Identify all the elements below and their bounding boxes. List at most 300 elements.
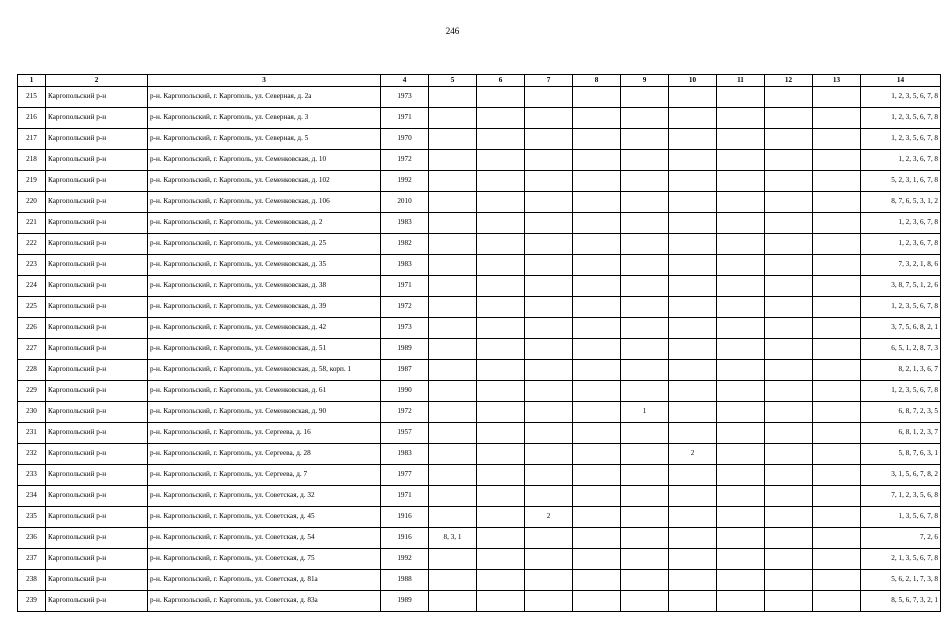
col11-cell [717,171,765,192]
col6-cell [477,591,525,612]
col5-cell [429,339,477,360]
col8-cell [573,549,621,570]
col12-cell [765,255,813,276]
col8-cell [573,423,621,444]
year-cell: 1970 [381,129,429,150]
col8-cell [573,402,621,423]
col9-cell [621,108,669,129]
year-cell: 1987 [381,360,429,381]
col7-cell [525,402,573,423]
col11-cell [717,423,765,444]
col14-cell: 7, 2, 6 [861,528,941,549]
col14-cell: 1, 2, 3, 5, 6, 7, 8 [861,108,941,129]
col9-cell [621,381,669,402]
col7-cell [525,213,573,234]
col11-cell [717,150,765,171]
address-cell: р-н. Каргопольский, г. Каргополь, ул. Семенковская, д. 42 [148,318,381,339]
row-number: 218 [18,150,46,171]
year-cell: 1977 [381,465,429,486]
col6-cell [477,276,525,297]
col5-cell [429,381,477,402]
table-row [18,528,941,549]
col14-cell: 1, 2, 3, 5, 6, 7, 8 [861,129,941,150]
col7-cell: 2 [525,507,573,528]
district-cell: Каргопольский р-н [46,570,148,591]
row-number: 237 [18,549,46,570]
column-header-14: 14 [861,75,941,87]
district-cell: Каргопольский р-н [46,444,148,465]
col14-cell: 5, 2, 3, 1, 6, 7, 8 [861,171,941,192]
col6-cell [477,171,525,192]
col10-cell [669,297,717,318]
col8-cell [573,150,621,171]
col5-cell [429,297,477,318]
address-cell: р-н. Каргопольский, г. Каргополь, ул. Семенковская, д. 90 [148,402,381,423]
col8-cell [573,339,621,360]
col14-cell: 8, 7, 6, 5, 3, 1, 2 [861,192,941,213]
col6-cell [477,255,525,276]
row-number: 239 [18,591,46,612]
col5-cell [429,591,477,612]
year-cell: 1916 [381,507,429,528]
col9-cell [621,171,669,192]
col12-cell [765,549,813,570]
col13-cell [813,318,861,339]
col9-cell [621,486,669,507]
table-row [18,255,941,276]
district-cell: Каргопольский р-н [46,87,148,108]
col7-cell [525,570,573,591]
col10-cell [669,108,717,129]
address-cell: р-н. Каргопольский, г. Каргополь, ул. Советская, д. 54 [148,528,381,549]
year-cell: 2010 [381,192,429,213]
col5-cell [429,87,477,108]
col8-cell [573,108,621,129]
col11-cell [717,528,765,549]
year-cell: 1982 [381,234,429,255]
col11-cell [717,360,765,381]
col14-cell: 6, 8, 1, 2, 3, 7 [861,423,941,444]
col6-cell [477,297,525,318]
col8-cell [573,528,621,549]
col11-cell [717,570,765,591]
col12-cell [765,276,813,297]
col14-cell: 7, 1, 2, 3, 5, 6, 8 [861,486,941,507]
col7-cell [525,297,573,318]
col13-cell [813,255,861,276]
col13-cell [813,591,861,612]
col13-cell [813,339,861,360]
col5-cell [429,360,477,381]
col13-cell [813,297,861,318]
col8-cell [573,444,621,465]
col7-cell [525,423,573,444]
col10-cell [669,423,717,444]
row-number: 217 [18,129,46,150]
year-cell: 1973 [381,87,429,108]
col11-cell [717,129,765,150]
col9-cell [621,276,669,297]
col13-cell [813,276,861,297]
col12-cell [765,192,813,213]
district-cell: Каргопольский р-н [46,381,148,402]
col11-cell [717,213,765,234]
row-number: 236 [18,528,46,549]
col6-cell [477,360,525,381]
district-cell: Каргопольский р-н [46,402,148,423]
col10-cell [669,87,717,108]
col14-cell: 6, 5, 1, 2, 8, 7, 3 [861,339,941,360]
col9-cell [621,423,669,444]
district-cell: Каргопольский р-н [46,276,148,297]
col13-cell [813,444,861,465]
row-number: 229 [18,381,46,402]
district-cell: Каргопольский р-н [46,528,148,549]
col10-cell [669,213,717,234]
col11-cell [717,507,765,528]
year-cell: 1971 [381,276,429,297]
district-cell: Каргопольский р-н [46,318,148,339]
col9-cell [621,507,669,528]
col9-cell [621,465,669,486]
col7-cell [525,339,573,360]
col13-cell [813,423,861,444]
year-cell: 1973 [381,318,429,339]
col6-cell [477,318,525,339]
col7-cell [525,192,573,213]
column-header-8: 8 [573,75,621,87]
col12-cell [765,507,813,528]
col10-cell [669,150,717,171]
district-cell: Каргопольский р-н [46,192,148,213]
col6-cell [477,234,525,255]
district-cell: Каргопольский р-н [46,171,148,192]
col10-cell [669,255,717,276]
col5-cell [429,192,477,213]
col6-cell [477,486,525,507]
district-cell: Каргопольский р-н [46,255,148,276]
row-number: 224 [18,276,46,297]
col7-cell [525,465,573,486]
col10-cell [669,318,717,339]
col9-cell [621,318,669,339]
row-number: 223 [18,255,46,276]
col7-cell [525,318,573,339]
row-number: 226 [18,318,46,339]
row-number: 232 [18,444,46,465]
table-row [18,87,941,108]
col10-cell [669,402,717,423]
col14-cell: 1, 2, 3, 6, 7, 8 [861,150,941,171]
col7-cell [525,255,573,276]
col13-cell [813,402,861,423]
col12-cell [765,591,813,612]
col8-cell [573,129,621,150]
col6-cell [477,507,525,528]
district-cell: Каргопольский р-н [46,360,148,381]
col7-cell [525,129,573,150]
header-row [18,75,941,87]
district-cell: Каргопольский р-н [46,507,148,528]
col12-cell [765,129,813,150]
col5-cell [429,570,477,591]
year-cell: 1916 [381,528,429,549]
table-row [18,549,941,570]
col14-cell: 1, 2, 3, 6, 7, 8 [861,234,941,255]
col12-cell [765,87,813,108]
table-row [18,276,941,297]
col6-cell [477,381,525,402]
col7-cell [525,276,573,297]
col13-cell [813,150,861,171]
col11-cell [717,297,765,318]
col10-cell [669,129,717,150]
col7-cell [525,528,573,549]
table-row [18,570,941,591]
row-number: 215 [18,87,46,108]
col11-cell [717,339,765,360]
col11-cell [717,486,765,507]
col9-cell [621,213,669,234]
col5-cell: 8, 3, 1 [429,528,477,549]
col11-cell [717,87,765,108]
col9-cell: 1 [621,402,669,423]
col11-cell [717,234,765,255]
address-cell: р-н. Каргопольский, г. Каргополь, ул. Семенковская, д. 61 [148,381,381,402]
address-cell: р-н. Каргопольский, г. Каргополь, ул. Северная, д. 3 [148,108,381,129]
column-header-7: 7 [525,75,573,87]
col7-cell [525,549,573,570]
col12-cell [765,570,813,591]
col12-cell [765,465,813,486]
year-cell: 1992 [381,549,429,570]
table-row [18,507,941,528]
table-row [18,339,941,360]
col11-cell [717,465,765,486]
col14-cell: 3, 7, 5, 6, 8, 2, 1 [861,318,941,339]
col6-cell [477,339,525,360]
column-header-2: 2 [46,75,148,87]
table-row [18,108,941,129]
col14-cell: 5, 8, 7, 6, 3, 1 [861,444,941,465]
col12-cell [765,528,813,549]
col8-cell [573,276,621,297]
col13-cell [813,360,861,381]
col13-cell [813,234,861,255]
page-number: 246 [445,26,460,36]
row-number: 220 [18,192,46,213]
col8-cell [573,507,621,528]
col8-cell [573,381,621,402]
row-number: 225 [18,297,46,318]
district-cell: Каргопольский р-н [46,591,148,612]
col6-cell [477,444,525,465]
col12-cell [765,444,813,465]
col9-cell [621,150,669,171]
row-number: 228 [18,360,46,381]
housing-table [17,74,941,612]
col11-cell [717,549,765,570]
address-cell: р-н. Каргопольский, г. Каргополь, ул. Советская, д. 75 [148,549,381,570]
col13-cell [813,171,861,192]
col5-cell [429,549,477,570]
col5-cell [429,255,477,276]
col12-cell [765,150,813,171]
table-row [18,465,941,486]
col7-cell [525,360,573,381]
col12-cell [765,297,813,318]
address-cell: р-н. Каргопольский, г. Каргополь, ул. Советская, д. 32 [148,486,381,507]
table-row [18,444,941,465]
col10-cell [669,486,717,507]
col13-cell [813,570,861,591]
column-header-10: 10 [669,75,717,87]
district-cell: Каргопольский р-н [46,297,148,318]
row-number: 227 [18,339,46,360]
col10-cell [669,381,717,402]
column-header-4: 4 [381,75,429,87]
year-cell: 1983 [381,444,429,465]
col6-cell [477,87,525,108]
address-cell: р-н. Каргопольский, г. Каргополь, ул. Семенковская, д. 35 [148,255,381,276]
col7-cell [525,444,573,465]
col8-cell [573,486,621,507]
col6-cell [477,549,525,570]
address-cell: р-н. Каргопольский, г. Каргополь, ул. Семенковская, д. 25 [148,234,381,255]
col6-cell [477,129,525,150]
district-cell: Каргопольский р-н [46,465,148,486]
col6-cell [477,150,525,171]
table-row [18,318,941,339]
col10-cell [669,507,717,528]
district-cell: Каргопольский р-н [46,234,148,255]
address-cell: р-н. Каргопольский, г. Каргополь, ул. Семенковская, д. 102 [148,171,381,192]
col14-cell: 8, 5, 6, 7, 3, 2, 1 [861,591,941,612]
column-header-6: 6 [477,75,525,87]
col10-cell [669,591,717,612]
col9-cell [621,591,669,612]
col13-cell [813,129,861,150]
year-cell: 1990 [381,381,429,402]
col13-cell [813,108,861,129]
district-cell: Каргопольский р-н [46,423,148,444]
col13-cell [813,507,861,528]
col14-cell: 1, 2, 3, 5, 6, 7, 8 [861,297,941,318]
row-number: 230 [18,402,46,423]
table-body [18,87,941,612]
row-number: 222 [18,234,46,255]
col5-cell [429,402,477,423]
address-cell: р-н. Каргопольский, г. Каргополь, ул. Советская, д. 83а [148,591,381,612]
col12-cell [765,339,813,360]
col9-cell [621,87,669,108]
col6-cell [477,570,525,591]
col6-cell [477,213,525,234]
col5-cell [429,507,477,528]
col5-cell [429,486,477,507]
column-header-9: 9 [621,75,669,87]
col13-cell [813,465,861,486]
col7-cell [525,150,573,171]
address-cell: р-н. Каргопольский, г. Каргополь, ул. Северная, д. 5 [148,129,381,150]
col8-cell [573,171,621,192]
address-cell: р-н. Каргопольский, г. Каргополь, ул. Семенковская, д. 106 [148,192,381,213]
year-cell: 1992 [381,171,429,192]
col6-cell [477,465,525,486]
column-header-12: 12 [765,75,813,87]
col11-cell [717,276,765,297]
table-row [18,423,941,444]
col13-cell [813,192,861,213]
col12-cell [765,381,813,402]
col10-cell [669,192,717,213]
col12-cell [765,360,813,381]
address-cell: р-н. Каргопольский, г. Каргополь, ул. Советская, д. 45 [148,507,381,528]
col7-cell [525,108,573,129]
col9-cell [621,129,669,150]
col9-cell [621,549,669,570]
col8-cell [573,87,621,108]
col9-cell [621,339,669,360]
col10-cell [669,549,717,570]
col12-cell [765,486,813,507]
col9-cell [621,528,669,549]
col11-cell [717,192,765,213]
row-number: 221 [18,213,46,234]
col7-cell [525,87,573,108]
col10-cell: 2 [669,444,717,465]
district-cell: Каргопольский р-н [46,129,148,150]
year-cell: 1989 [381,339,429,360]
col10-cell [669,234,717,255]
district-cell: Каргопольский р-н [46,486,148,507]
address-cell: р-н. Каргопольский, г. Каргополь, ул. Семенковская, д. 39 [148,297,381,318]
row-number: 235 [18,507,46,528]
col6-cell [477,528,525,549]
address-cell: р-н. Каргопольский, г. Каргополь, ул. Северная, д. 2а [148,87,381,108]
district-cell: Каргопольский р-н [46,549,148,570]
col5-cell [429,171,477,192]
col9-cell [621,444,669,465]
year-cell: 1972 [381,297,429,318]
address-cell: р-н. Каргопольский, г. Каргополь, ул. Сергеева, д. 7 [148,465,381,486]
year-cell: 1957 [381,423,429,444]
col7-cell [525,381,573,402]
col13-cell [813,213,861,234]
col8-cell [573,570,621,591]
col11-cell [717,402,765,423]
col10-cell [669,570,717,591]
col13-cell [813,549,861,570]
district-cell: Каргопольский р-н [46,108,148,129]
table-header [18,75,941,87]
col12-cell [765,318,813,339]
row-number: 216 [18,108,46,129]
col14-cell: 8, 2, 1, 3, 6, 7 [861,360,941,381]
col10-cell [669,171,717,192]
col10-cell [669,465,717,486]
col5-cell [429,213,477,234]
col9-cell [621,570,669,591]
address-cell: р-н. Каргопольский, г. Каргополь, ул. Семенковская, д. 2 [148,213,381,234]
col5-cell [429,465,477,486]
col12-cell [765,108,813,129]
col5-cell [429,423,477,444]
col13-cell [813,87,861,108]
col11-cell [717,591,765,612]
table-row [18,150,941,171]
col13-cell [813,486,861,507]
